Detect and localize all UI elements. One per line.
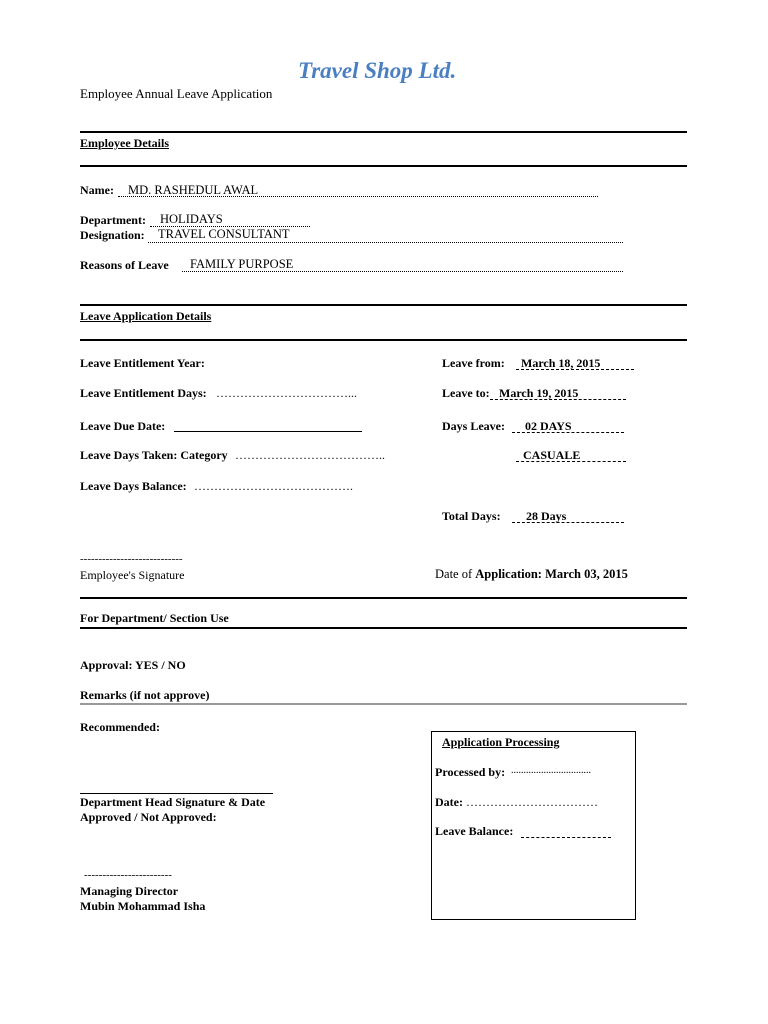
name-label: Name: bbox=[80, 183, 114, 197]
date-of-label: Date of bbox=[435, 567, 473, 581]
processing-date-dots: …………………………… bbox=[466, 795, 598, 809]
reasons-label: Reasons of Leave bbox=[80, 258, 169, 272]
application-date: March 03, 2015 bbox=[545, 567, 628, 581]
leave-details-heading: Leave Application Details bbox=[80, 309, 212, 323]
department-use-heading: For Department/ Section Use bbox=[80, 611, 229, 625]
divider bbox=[80, 131, 687, 133]
department-value: HOLIDAYS bbox=[160, 212, 223, 226]
employee-signature-label: Employee's Signature bbox=[80, 568, 185, 582]
signature-dashes: ---------------------------- bbox=[80, 553, 183, 565]
total-days-label: Total Days: bbox=[442, 509, 501, 523]
designation-underline bbox=[148, 242, 623, 243]
approved-not-approved: Approved / Not Approved: bbox=[80, 810, 217, 824]
leave-from-value: March 18, 2015 bbox=[521, 356, 601, 370]
entitlement-year-label: Leave Entitlement Year: bbox=[80, 356, 205, 370]
days-balance-label: Leave Days Balance: bbox=[80, 479, 187, 493]
md-name: Mubin Mohammad Isha bbox=[80, 899, 206, 913]
employee-details-heading: Employee Details bbox=[80, 136, 169, 150]
leave-balance-label: Leave Balance: bbox=[435, 824, 514, 838]
leave-from-label: Leave from: bbox=[442, 356, 505, 370]
processing-date-label: Date: bbox=[435, 795, 463, 809]
days-taken-label: Leave Days Taken: Category bbox=[80, 448, 228, 462]
name-value: MD. RASHEDUL AWAL bbox=[128, 183, 259, 197]
entitlement-days-dots: ……………………………... bbox=[216, 386, 357, 400]
divider bbox=[80, 627, 687, 629]
form-title: Employee Annual Leave Application bbox=[80, 86, 273, 101]
dept-head-signature-label: Department Head Signature & Date bbox=[80, 795, 266, 809]
processed-by-label: Processed by: bbox=[435, 765, 506, 779]
due-date-underline bbox=[174, 431, 362, 432]
recommended-text: Recommended: bbox=[80, 720, 160, 734]
department-label: Department: bbox=[80, 213, 146, 227]
days-balance-dots: …………………………………. bbox=[194, 479, 353, 493]
divider bbox=[80, 597, 687, 599]
processing-heading: Application Processing bbox=[442, 735, 560, 749]
entitlement-days-label: Leave Entitlement Days: bbox=[80, 386, 207, 400]
application-label: Application: bbox=[475, 567, 542, 581]
md-title: Managing Director bbox=[80, 884, 179, 898]
approval-text: Approval: YES / NO bbox=[80, 658, 186, 672]
divider bbox=[80, 165, 687, 167]
reasons-value: FAMILY PURPOSE bbox=[190, 257, 294, 271]
total-days-value: 28 Days bbox=[526, 509, 567, 523]
divider bbox=[80, 339, 687, 341]
company-title: Travel Shop Ltd. bbox=[298, 58, 457, 83]
category-value: CASUALE bbox=[523, 448, 581, 462]
divider bbox=[80, 703, 687, 705]
due-date-label: Leave Due Date: bbox=[80, 419, 166, 433]
days-taken-dots: ……………………………….. bbox=[235, 448, 385, 462]
designation-value: TRAVEL CONSULTANT bbox=[158, 227, 290, 241]
dept-head-signature-line bbox=[80, 793, 273, 794]
leave-to-label: Leave to: bbox=[442, 386, 490, 400]
remarks-text: Remarks (if not approve) bbox=[80, 688, 210, 702]
leave-balance-underline bbox=[521, 837, 611, 838]
divider bbox=[80, 304, 687, 306]
days-leave-value: 02 DAYS bbox=[525, 419, 572, 433]
days-leave-label: Days Leave: bbox=[442, 419, 505, 433]
processed-by-dots: ................................ bbox=[511, 765, 591, 776]
designation-label: Designation: bbox=[80, 228, 145, 242]
md-dashes: ------------------------ bbox=[84, 869, 172, 881]
leave-to-value: March 19, 2015 bbox=[499, 386, 579, 400]
